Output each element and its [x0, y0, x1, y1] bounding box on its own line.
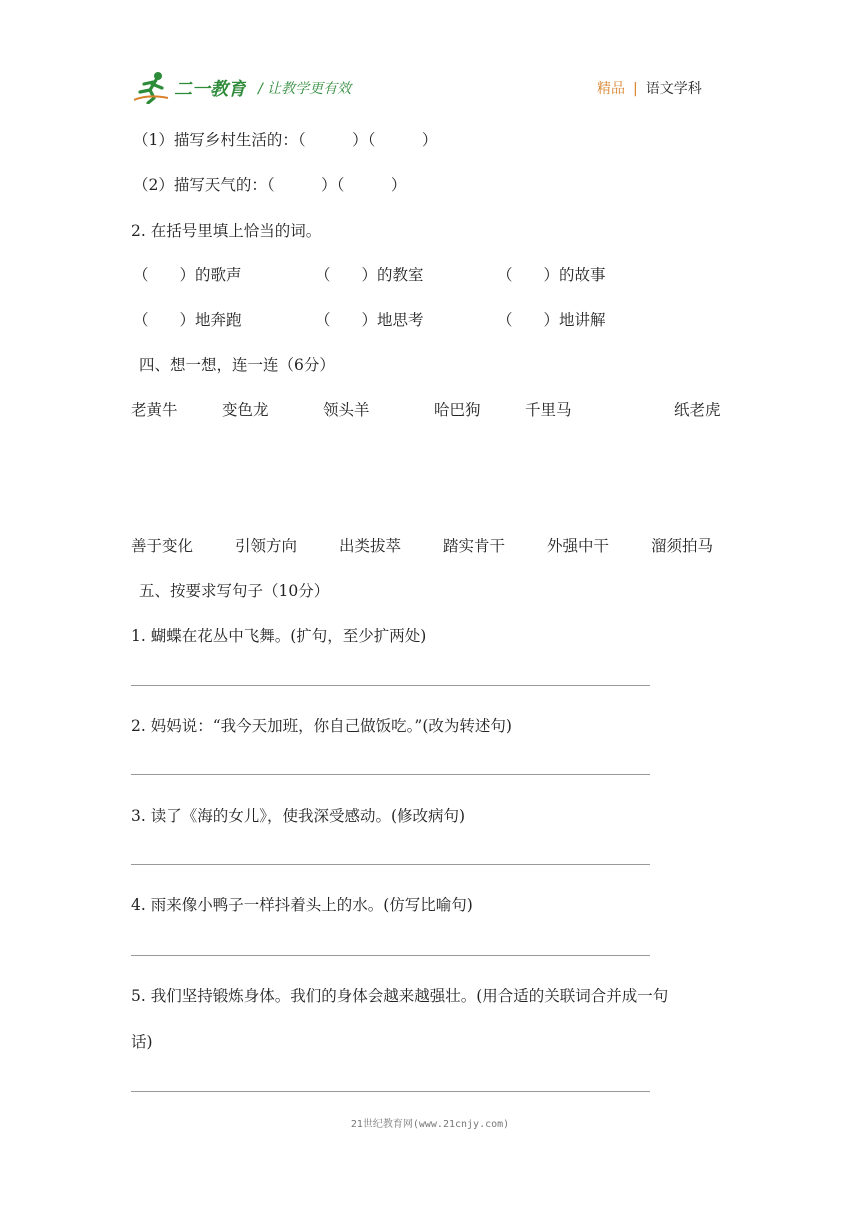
logo: [134, 70, 246, 104]
runner-icon: [134, 72, 168, 103]
match-top-item: 纸老虎: [674, 401, 721, 419]
match-bottom-item: 踏实肯干: [443, 537, 506, 555]
blank-phrase: （ ）的故事: [497, 266, 606, 284]
blank-phrase: （ ）的歌声: [133, 266, 242, 284]
question-1-1: （1）描写乡村生活的：（ ）（ ）: [133, 131, 438, 149]
match-bottom-item: 溜须拍马: [651, 537, 714, 555]
logo-text: 二一教育: [174, 79, 246, 100]
answer-line: [131, 955, 650, 956]
answer-line: [131, 774, 650, 775]
page-footer: 21世纪教育网(www.21cnjy.com): [350, 1119, 510, 1130]
match-bottom-item: 出类拔萃: [339, 537, 402, 555]
header-separator: |: [633, 81, 638, 97]
subject-label: 语文学科: [645, 81, 702, 97]
blank-phrase: （ ）的教室: [315, 266, 424, 284]
match-bottom-item: 外强中干: [547, 537, 610, 555]
match-bottom-item: 善于变化: [131, 537, 194, 555]
slogan: / 让教学更有效: [258, 81, 352, 97]
sentence-4: 4. 雨来像小鸭子一样抖着头上的水。(仿写比喻句): [131, 896, 473, 914]
answer-line: [131, 685, 650, 686]
question-1-2: （2）描写天气的：（ ）（ ）: [133, 176, 407, 194]
section-4-title: 四、想一想，连一连（6分）: [139, 356, 335, 374]
answer-line: [131, 864, 650, 865]
match-top-item: 老黄牛: [131, 401, 178, 419]
sentence-5: 5. 我们坚持锻炼身体。我们的身体会越来越强壮。(用合适的关联词合并成一句: [131, 987, 669, 1005]
sentence-2: 2. 妈妈说：“我今天加班，你自己做饭吃。”(改为转述句): [131, 717, 512, 735]
match-top-item: 领头羊: [323, 401, 370, 419]
match-top-item: 哈巴狗: [434, 401, 481, 419]
blank-phrase: （ ）地讲解: [497, 311, 606, 329]
blank-phrase: （ ）地思考: [315, 311, 424, 329]
header-subject: [597, 78, 702, 98]
blank-phrase: （ ）地奔跑: [133, 311, 242, 329]
match-bottom-item: 引领方向: [235, 537, 298, 555]
match-top-item: 变色龙: [222, 401, 269, 419]
match-top-item: 千里马: [525, 401, 572, 419]
sentence-5-continued: 话): [131, 1033, 153, 1051]
sentence-3: 3. 读了《海的女儿》，使我深受感动。(修改病句): [131, 807, 466, 825]
answer-line: [131, 1091, 650, 1092]
section-5-title: 五、按要求写句子（10分）: [139, 582, 330, 600]
question-2-title: 2. 在括号里填上恰当的词。: [131, 222, 322, 240]
sentence-1: 1. 蝴蝶在花丛中飞舞。(扩句，至少扩两处): [131, 627, 427, 645]
brand-label: 精品: [597, 81, 625, 97]
